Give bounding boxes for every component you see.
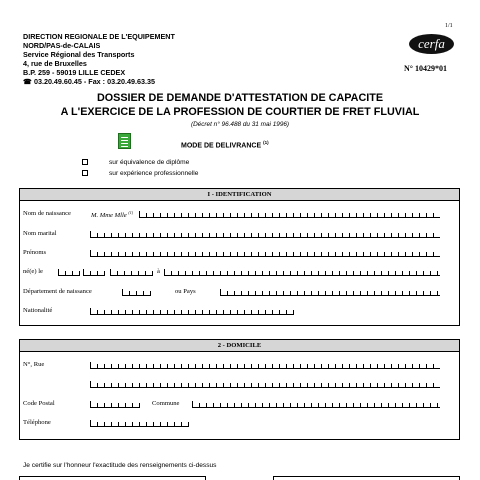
town-field[interactable] [192, 401, 440, 408]
country-label: ou Pays [175, 288, 196, 295]
option-diploma [82, 159, 189, 166]
birth-name-label: Nom de naissance [23, 210, 71, 217]
option-label: sur équivalence de diplôme [109, 159, 190, 166]
town-label: Commune [152, 400, 180, 407]
form-number: N° 10429*01 [404, 64, 447, 73]
diploma-checkbox[interactable] [82, 159, 88, 165]
document-icon[interactable] [118, 133, 131, 149]
phone-field[interactable] [90, 420, 189, 427]
married-name-label: Nom marital [23, 230, 57, 237]
birth-name-row [23, 210, 456, 220]
first-names-label: Prénoms [23, 249, 47, 256]
nationality-row [23, 307, 456, 317]
born-on-label: né(e) le [23, 268, 43, 275]
first-names-field[interactable] [90, 250, 440, 257]
identification-section [19, 188, 460, 326]
married-name-field[interactable] [90, 231, 440, 238]
address-phone-line: ☎ 03.20.49.60.45 - Fax : 03.20.49.63.35 [23, 76, 156, 86]
section-title: 2 - DOMICILE [20, 340, 459, 352]
birth-year-field[interactable] [110, 269, 153, 276]
form-title-line1: DOSSIER DE DEMANDE D'ATTESTATION DE CAPACITE [96, 92, 384, 104]
domicile-section [19, 339, 460, 440]
footnote-marker: (1) [263, 140, 269, 145]
signature-box[interactable] [273, 476, 460, 480]
street-field[interactable] [90, 362, 440, 369]
option-experience [82, 170, 198, 177]
birth-country-field[interactable] [220, 289, 440, 296]
birth-dept-label: Département de naissance [23, 288, 92, 295]
delivery-mode-text: MODE DE DELIVRANCE [181, 142, 262, 150]
section-title: I - IDENTIFICATION [20, 189, 459, 201]
birth-month-field[interactable] [83, 269, 105, 276]
nationality-label: Nationalité [23, 307, 53, 314]
sender-address [23, 33, 175, 86]
postal-code-label: Code Postal [23, 400, 55, 407]
birth-name-field[interactable] [139, 211, 440, 218]
birth-day-field[interactable] [58, 269, 80, 276]
nationality-field[interactable] [90, 308, 294, 315]
decree-reference: (Décret n° 96.488 du 31 mai 1996) [190, 121, 290, 128]
street-field-line2[interactable] [90, 381, 440, 388]
street-label: N°, Rue [23, 361, 45, 368]
postal-code-field[interactable] [90, 401, 140, 408]
cerfa-logo: cerfa [409, 34, 454, 54]
experience-checkbox[interactable] [82, 170, 88, 176]
civility-text: M. Mme Mlle [91, 212, 127, 220]
phone-row [23, 419, 456, 429]
postal-row [23, 400, 456, 410]
form-title-line2: A L'EXERCICE DE LA PROFESSION DE COURTIER DE FRET FLUVIAL [60, 106, 420, 118]
address-line: B.P. 259 - 59019 LILLE CEDEX [23, 67, 126, 77]
address-line: Service Régional des Transports [23, 49, 135, 59]
first-names-row [23, 249, 456, 259]
address-line: NORD/PAS-de-CALAIS [23, 40, 101, 50]
street-row-2 [23, 380, 456, 390]
phone-label: Téléphone [23, 419, 51, 426]
at-label: à [157, 268, 160, 275]
page-number: 1/1 [445, 23, 453, 29]
footnote-marker: (1) [128, 210, 134, 215]
birth-dept-row [23, 288, 456, 298]
birth-dept-field[interactable] [122, 289, 151, 296]
street-row [23, 361, 456, 371]
birth-date-row [23, 268, 456, 278]
delivery-mode-label [181, 140, 269, 149]
date-box[interactable] [19, 476, 206, 480]
option-label: sur expérience professionnelle [109, 170, 199, 177]
civility-label [91, 210, 133, 219]
address-line: 4, rue de Bruxelles [23, 58, 87, 68]
certification-statement: Je certifie sur l'honneur l'exactitude des renseignements ci-dessus [23, 462, 217, 469]
birth-place-field[interactable] [164, 269, 440, 276]
address-line: DIRECTION REGIONALE DE L'EQUIPEMENT [23, 32, 175, 41]
married-name-row [23, 230, 456, 240]
